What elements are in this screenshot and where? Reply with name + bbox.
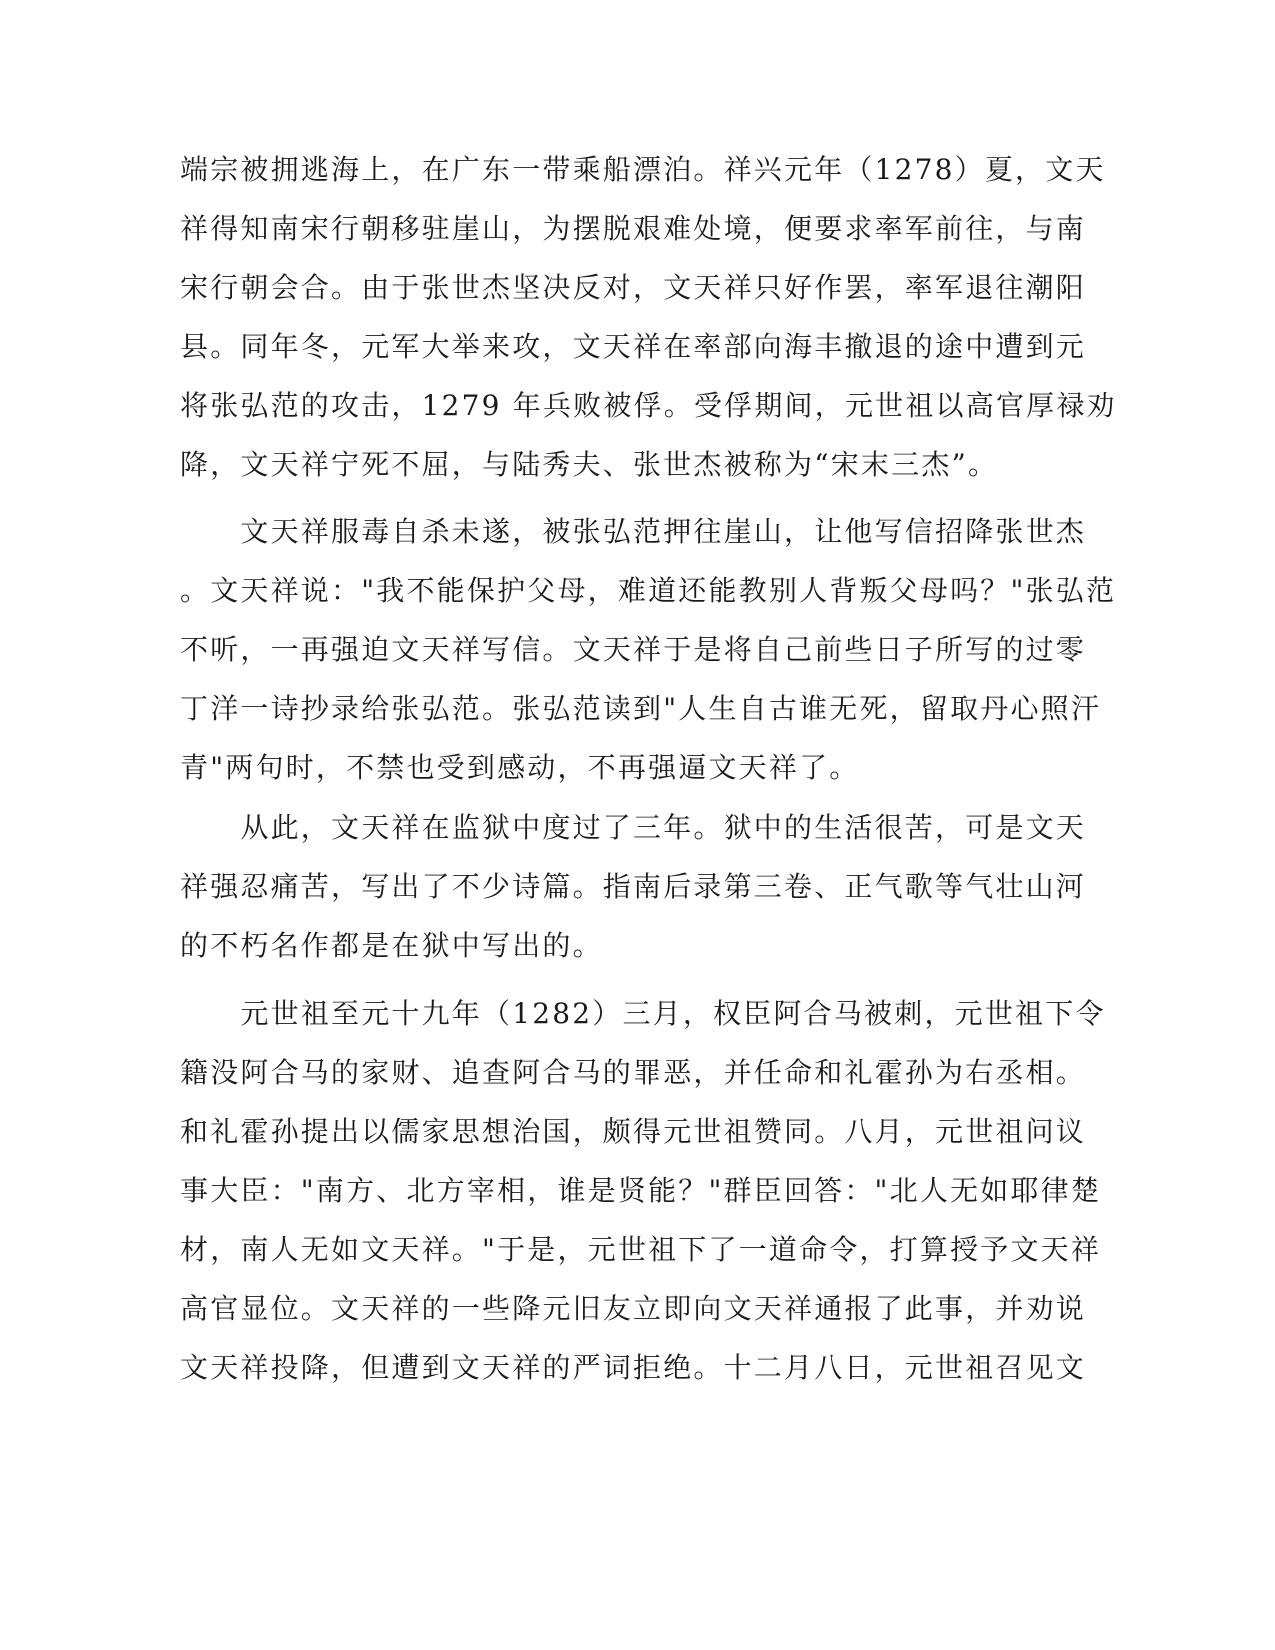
text-line: 籍没阿合马的家财、追查阿合马的罪恶，并任命和礼霍孙为右丞相。 — [180, 1056, 1087, 1089]
text-line: 降，文天祥宁死不屈，与陆秀夫、张世杰被称为“宋末三杰”。 — [180, 448, 999, 481]
text-line: 文天祥服毒自杀未遂，被张弘范押往崖山，让他写信招降张世杰 — [180, 515, 1087, 548]
text-line: 县。同年冬，元军大举来攻，文天祥在率部向海丰撤退的途中遭到元 — [180, 330, 1087, 363]
text-line: 元世祖至元十九年（1282）三月，权臣阿合马被刺，元世祖下令 — [180, 997, 1106, 1030]
text-line: 事大臣："南方、北方宰相，谁是贤能？"群臣回答："北人无如耶律楚 — [180, 1174, 1102, 1207]
text-line: 不听，一再强迫文天祥写信。文天祥于是将自己前些日子所写的过零 — [180, 633, 1087, 666]
text-line: 和礼霍孙提出以儒家思想治国，颇得元世祖赞同。八月，元世祖问议 — [180, 1115, 1087, 1148]
text-line: 青"两句时，不禁也受到感动，不再强逼文天祥了。 — [180, 751, 860, 784]
text-line: 的不朽名作都是在狱中写出的。 — [180, 929, 603, 962]
text-line: 祥得知南宋行朝移驻崖山，为摆脱艰难处境，便要求率军前往，与南 — [180, 212, 1087, 245]
text-line: 从此，文天祥在监狱中度过了三年。狱中的生活很苦，可是文天 — [180, 811, 1087, 844]
text-line: 。文天祥说："我不能保护父母，难道还能教别人背叛父母吗？"张弘范 — [180, 574, 1117, 607]
text-line: 材，南人无如文天祥。"于是，元世祖下了一道命令，打算授予文天祥 — [180, 1233, 1102, 1266]
text-line: 祥强忍痛苦，写出了不少诗篇。指南后录第三卷、正气歌等气壮山河 — [180, 870, 1087, 903]
text-line: 文天祥投降，但遭到文天祥的严词拒绝。十二月八日，元世祖召见文 — [180, 1351, 1087, 1384]
text-line: 端宗被拥逃海上，在广东一带乘船漂泊。祥兴元年（1278）夏，文天 — [180, 153, 1106, 186]
text-line: 宋行朝会合。由于张世杰坚决反对，文天祥只好作罢，率军退往潮阳 — [180, 271, 1087, 304]
text-line: 丁洋一诗抄录给张弘范。张弘范读到"人生自古谁无死，留取丹心照汗 — [180, 692, 1102, 725]
text-line: 将张弘范的攻击，1279 年兵败被俘。受俘期间，元世祖以高官厚禄劝 — [180, 389, 1117, 422]
text-line: 高官显位。文天祥的一些降元旧友立即向文天祥通报了此事，并劝说 — [180, 1292, 1087, 1325]
